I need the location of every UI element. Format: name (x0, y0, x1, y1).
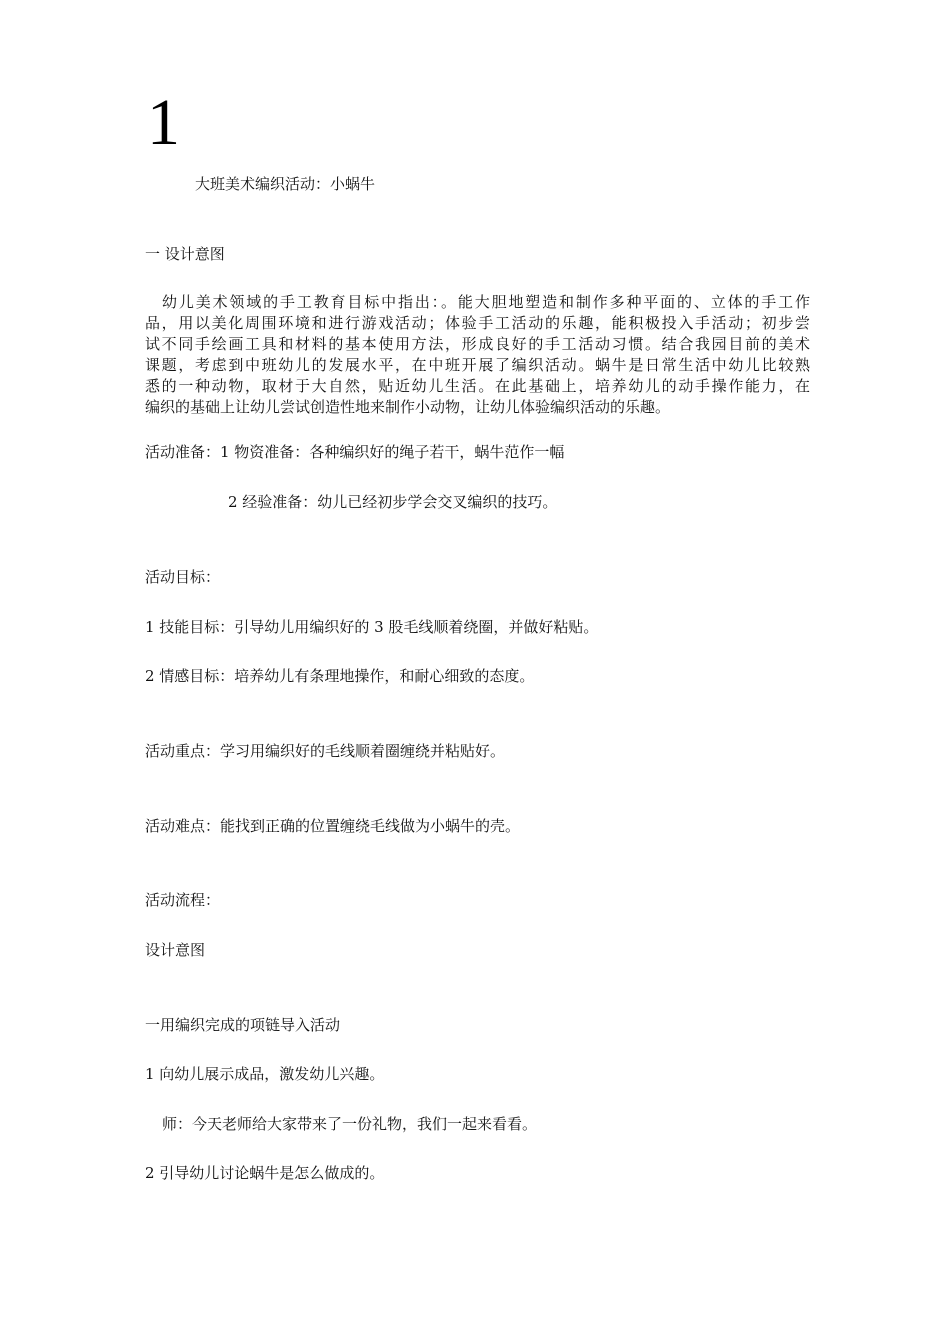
step-1: 1 向幼儿展示成品，激发幼儿兴趣。 (145, 1065, 385, 1083)
teacher-line: 师：今天老师给大家带来了一份礼物，我们一起来看看。 (162, 1115, 538, 1133)
activity-difficulty: 活动难点：能找到正确的位置缠绕毛线做为小蜗牛的壳。 (145, 817, 521, 835)
paragraph-line: 试不同手绘画工具和材料的基本使用方法，形成良好的手工活动习惯。结合我园目前的美术 (145, 335, 810, 353)
paragraph-line: 幼儿美术领域的手工教育目标中指出：。能大胆地塑造和制作多种平面的、立体的手工作 (162, 293, 810, 311)
step-one-heading: 一用编织完成的项链导入活动 (145, 1016, 341, 1034)
paragraph-line: 悉的一种动物，取材于大自然，贴近幼儿生活。在此基础上，培养幼儿的动手操作能力，在 (145, 377, 810, 395)
paragraph-line: 品，用以美化周围环境和进行游戏活动；体验手工活动的乐趣，能积极投入手活动；初步尝 (145, 314, 810, 332)
document-title: 大班美术编织活动：小蜗牛 (195, 175, 376, 193)
design-intent-label: 设计意图 (145, 941, 206, 959)
activity-key-point: 活动重点：学习用编织好的毛线顺着圈缠绕并粘贴好。 (145, 742, 506, 760)
paragraph-line: 编织的基础上让幼儿尝试创造性地来制作小动物，让幼儿体验编织活动的乐趣。 (145, 398, 671, 416)
activity-prep-materials: 活动准备：1 物资准备：各种编织好的绳子若干，蜗牛范作一幅 (145, 443, 565, 461)
goals-heading: 活动目标： (145, 568, 221, 586)
intro-paragraph (145, 292, 810, 418)
process-heading: 活动流程： (145, 891, 221, 909)
activity-prep-experience: 2 经验准备：幼儿已经初步学会交叉编织的技巧。 (228, 493, 558, 511)
paragraph-line: 课题，考虑到中班幼儿的发展水平，在中班开展了编织活动。蜗牛是日常生活中幼儿比较熟 (145, 356, 810, 374)
section-heading-design-intent: 一 设计意图 (145, 245, 225, 263)
step-2: 2 引导幼儿讨论蜗牛是怎么做成的。 (145, 1164, 385, 1182)
page-number: 1 (147, 86, 180, 159)
goal-skill: 1 技能目标：引导幼儿用编织好的 3 股毛线顺着绕圈，并做好粘贴。 (145, 618, 599, 636)
goal-emotion: 2 情感目标：培养幼儿有条理地操作，和耐心细致的态度。 (145, 667, 535, 685)
